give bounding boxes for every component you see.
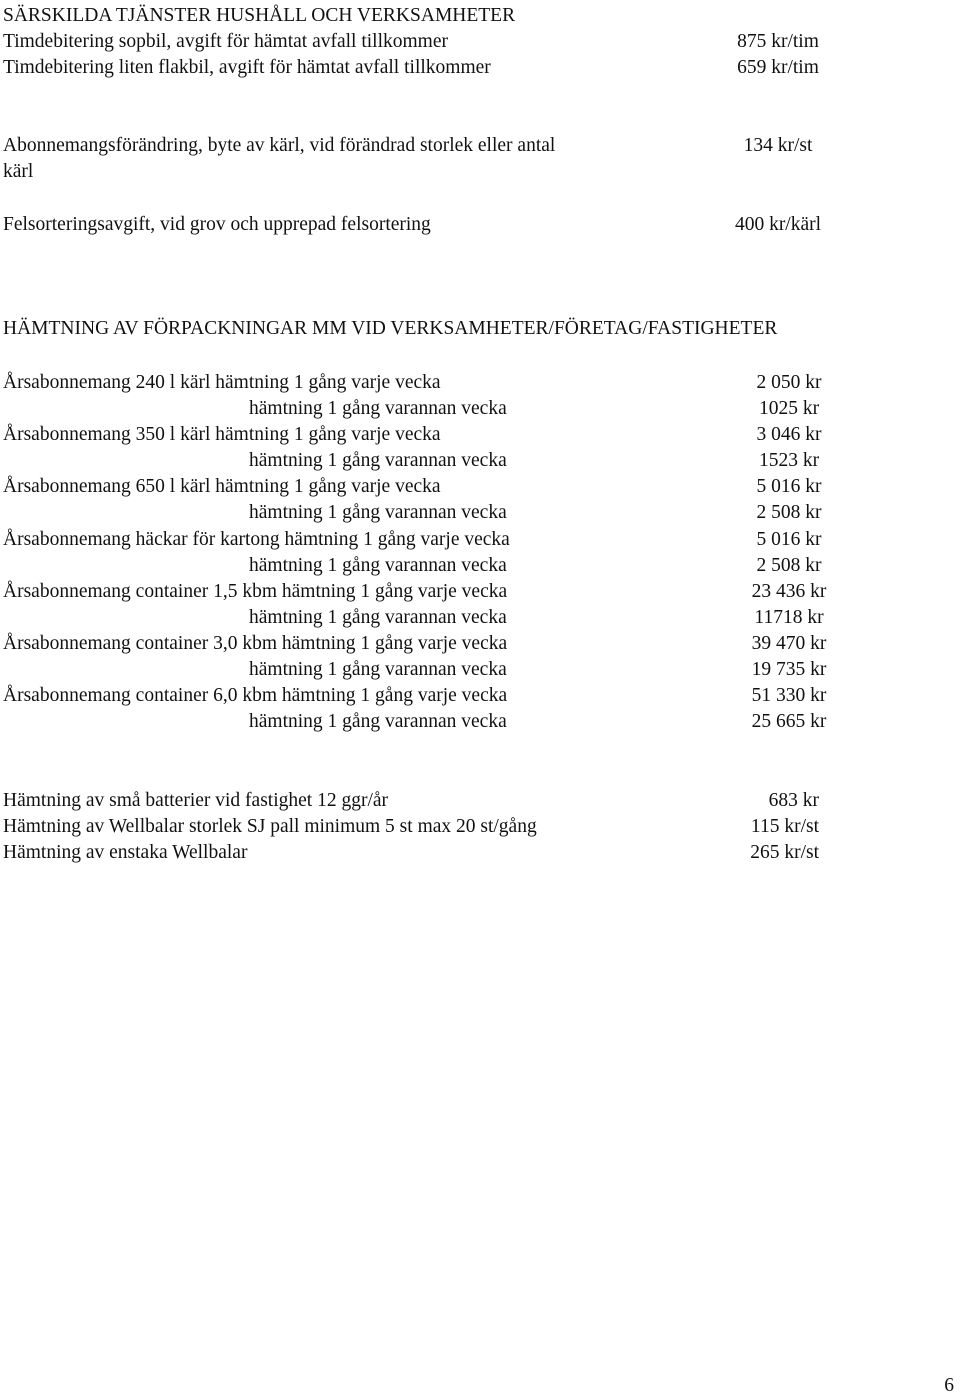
- row-value: 25 665 kr: [751, 711, 827, 732]
- price-row: [3, 29, 960, 55]
- price-row: [3, 788, 960, 814]
- subscription-row: [3, 683, 960, 709]
- row-value: 265 kr/st: [750, 842, 819, 863]
- subscription-row: [3, 527, 960, 553]
- row-value: 3 046 kr: [756, 424, 822, 445]
- subscription-subrow: [3, 709, 960, 735]
- subscription-row: [3, 422, 960, 448]
- row-value: 875 kr/tim: [737, 31, 819, 52]
- row-value: 39 470 kr: [751, 633, 827, 654]
- subscription-subrow: [3, 605, 960, 631]
- row-value: 5 016 kr: [756, 476, 822, 497]
- row-value: 11718 kr: [754, 607, 824, 628]
- row-label: Årsabonnemang 240 l kärl hämtning 1 gång varje vecka: [3, 372, 441, 393]
- row-label: Felsorteringsavgift, vid grov och upprepad felsortering: [3, 214, 431, 235]
- row-sublabel: hämtning 1 gång varannan vecka: [249, 398, 507, 419]
- row-label: Årsabonnemang container 3,0 kbm hämtning 1 gång varje vecka: [3, 633, 508, 654]
- price-row: [3, 133, 960, 159]
- row-value: 1523 kr: [758, 450, 820, 471]
- row-sublabel: hämtning 1 gång varannan vecka: [249, 659, 507, 680]
- page-number: 6: [944, 1375, 954, 1396]
- row-label: Årsabonnemang 650 l kärl hämtning 1 gång varje vecka: [3, 476, 441, 497]
- row-label: Årsabonnemang container 6,0 kbm hämtning 1 gång varje vecka: [3, 685, 508, 706]
- subscription-row: [3, 579, 960, 605]
- row-label: Hämtning av enstaka Wellbalar: [3, 842, 248, 863]
- subscription-subrow: [3, 553, 960, 579]
- row-sublabel: hämtning 1 gång varannan vecka: [249, 711, 507, 732]
- price-row: [3, 840, 960, 866]
- row-label: Årsabonnemang häckar för kartong hämtning 1 gång varje vecka: [3, 529, 510, 550]
- row-value: 51 330 kr: [751, 685, 827, 706]
- price-row: [3, 212, 960, 238]
- subscription-subrow: [3, 396, 960, 422]
- row-sublabel: hämtning 1 gång varannan vecka: [249, 607, 507, 628]
- row-value: 659 kr/tim: [737, 57, 819, 78]
- row-label: Timdebitering liten flakbil, avgift för hämtat avfall tillkommer: [3, 57, 491, 78]
- row-label: Abonnemangsförändring, byte av kärl, vid förändrad storlek eller antal: [3, 135, 556, 156]
- row-value: 23 436 kr: [751, 581, 827, 602]
- subscription-subrow: [3, 500, 960, 526]
- row-value: 1025 kr: [758, 398, 820, 419]
- row-value: 19 735 kr: [751, 659, 827, 680]
- row-sublabel: hämtning 1 gång varannan vecka: [249, 450, 507, 471]
- subscription-row: [3, 370, 960, 396]
- section-title-sarskilda-tjanster: SÄRSKILDA TJÄNSTER HUSHÅLL OCH VERKSAMHETER: [3, 5, 516, 26]
- price-row-continuation: [3, 159, 960, 185]
- row-value: 2 508 kr: [756, 502, 822, 523]
- row-label: Hämtning av Wellbalar storlek SJ pall minimum 5 st max 20 st/gång: [3, 816, 537, 837]
- row-label: Timdebitering sopbil, avgift för hämtat avfall tillkommer: [3, 31, 448, 52]
- row-label: kärl: [3, 161, 34, 182]
- row-value: 400 kr/kärl: [734, 214, 822, 235]
- subscription-row: [3, 631, 960, 657]
- row-value: 5 016 kr: [756, 529, 822, 550]
- row-sublabel: hämtning 1 gång varannan vecka: [249, 502, 507, 523]
- row-value: 115 kr/st: [750, 816, 819, 837]
- row-label: Årsabonnemang container 1,5 kbm hämtning 1 gång varje vecka: [3, 581, 508, 602]
- subscription-subrow: [3, 448, 960, 474]
- price-row: [3, 814, 960, 840]
- row-label: Hämtning av små batterier vid fastighet 12 ggr/år: [3, 790, 389, 811]
- subscription-row: [3, 474, 960, 500]
- row-value: 2 050 kr: [756, 372, 822, 393]
- row-value: 683 kr: [768, 790, 819, 811]
- subscription-subrow: [3, 657, 960, 683]
- row-label: Årsabonnemang 350 l kärl hämtning 1 gång varje vecka: [3, 424, 441, 445]
- row-value: 134 kr/st: [743, 135, 813, 156]
- row-value: 2 508 kr: [756, 555, 822, 576]
- section-title-hamtning-forpackningar: HÄMTNING AV FÖRPACKNINGAR MM VID VERKSAMHETER/FÖRETAG/FASTIGHETER: [3, 318, 778, 339]
- price-row: [3, 55, 960, 81]
- row-sublabel: hämtning 1 gång varannan vecka: [249, 555, 507, 576]
